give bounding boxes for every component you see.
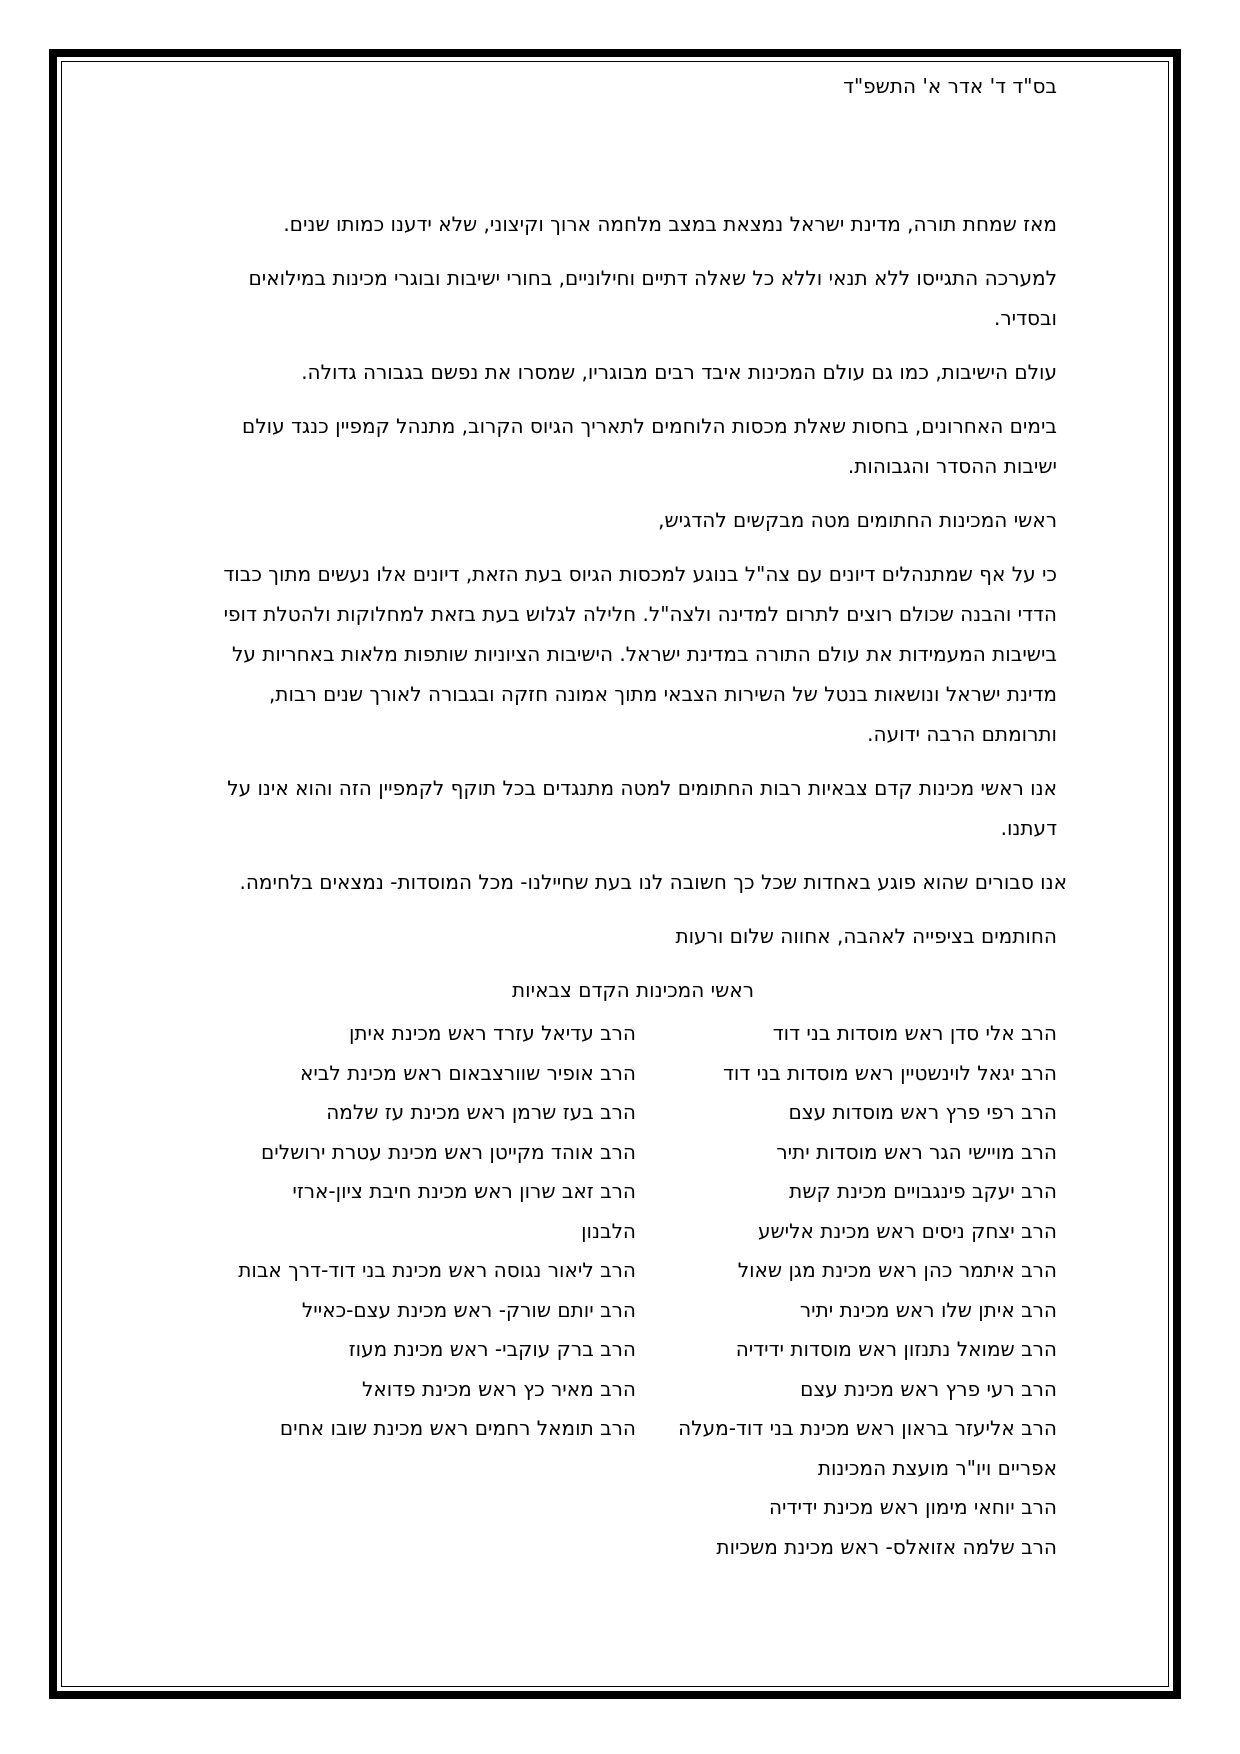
- paragraph-7: אנו ראשי מכינות קדם צבאיות רבות החתומים למטה מתנגדים בכל תוקף לקמפיין הזה והוא אינו על דעתנו.: [227, 776, 1057, 840]
- signer: הרב שלמה אזואלס- ראש מכינת משכיות: [716, 1534, 1057, 1559]
- paragraph-3: עולם הישיבות, כמו גם עולם המכינות איבד רבים מבוגריו, שמסרו את נפשם בגבורה גדולה.: [301, 360, 1057, 384]
- signer: הרב רעי פרץ ראש מכינת עצם: [800, 1376, 1057, 1401]
- signer: הרב רפי פרץ ראש מוסדות עצם: [788, 1100, 1057, 1124]
- signatures-right-column: [647, 1014, 1057, 1567]
- letter: [189, 66, 1067, 1567]
- paragraph-5: ראשי המכינות החתומים מטה מבקשים להדגיש,: [658, 508, 1057, 532]
- paragraph-4: בימים האחרונים, בחסות שאלת מכסות הלוחמים לתאריך הגיוס הקרוב, מתנהל קמפיין כנגד עולם ישיבות ההסדר והגבוהות.: [242, 414, 1057, 478]
- closing-line: החותמים בציפייה לאהבה, אחווה שלום ורעות: [675, 924, 1057, 948]
- paragraph-8: אנו סבורים שהוא פוגע באחדות שכל כך חשובה לנו בעת שחיילנו- מכל המוסדות- נמצאים בלחימה.: [239, 870, 1067, 894]
- signer: הרב איתן שלו ראש מכינת יתיר: [799, 1297, 1057, 1322]
- signer: הרב ליאור נגוסה ראש מכינת בני דוד-דרך אבות: [238, 1258, 636, 1282]
- paragraph-6: כי על אף שמתנהלים דיונים עם צה"ל בנוגע למכסות הגיוס בעת הזאת, דיונים אלו נעשים מתוך כבוד הדדי והבנה שכולם רוצים לתרום למדינה ולצה"ל. חלילה לגלוש בעת בזאת למחלוקות ולהטלת דופי בישיבות המעמידות את עולם התורה במדינת ישראל. הישיבות הציוניות שותפות מלאות באחריות על מדינת ישראל ונושאות בנטל של השירות הצבאי מתוך אמונה חזקה ובגבורה לאורך שנים רבות, ותרומתם הרבה ידועה.: [223, 562, 1057, 746]
- signer: הרב יעקב פינגבויים מכינת קשת: [789, 1179, 1057, 1203]
- signer: הרב איתמר כהן ראש מכינת מגן שאול: [737, 1258, 1057, 1282]
- signer: הרב יותם שורק- ראש מכינת עצם-כאייל: [301, 1297, 636, 1322]
- signer: הרב תומאל רחמים ראש מכינת שובו אחים: [279, 1416, 636, 1440]
- signer: הרב עדיאל עזרד ראש מכינת איתן: [348, 1021, 636, 1045]
- signer: הרב ברק עוקבי- ראש מכינת מעוז: [348, 1337, 636, 1361]
- signer: הרב יגאל לוינשטיין ראש מוסדות בני דוד: [722, 1060, 1057, 1085]
- signer: הרב שמואל נתנזון ראש מוסדות ידידיה: [735, 1337, 1057, 1361]
- signatures-list: [189, 1014, 1057, 1567]
- signer: הרב אופיר שוורצבאום ראש מכינת לביא: [299, 1060, 636, 1085]
- signer: הרב אוהד מקייטן ראש מכינת עטרת ירושלים: [260, 1139, 636, 1164]
- signer: הרב אליעזר בראון ראש מכינת בני דוד-מעלה אפריים ויו"ר מועצת המכינות: [678, 1416, 1057, 1480]
- signer: הרב יוחאי מימון ראש מכינת ידידיה: [768, 1495, 1057, 1519]
- signatures-left-column: [236, 1014, 636, 1567]
- signer: הרב מויישי הגר ראש מוסדות יתיר: [776, 1139, 1057, 1164]
- paragraph-2: למערכה התגייסו ללא תנאי וללא כל שאלה דתיים וחילוניים, בחורי ישיבות ובוגרי מכינות במילואים ובסדיר.: [248, 266, 1057, 330]
- signer: הרב זאב שרון ראש מכינת חיבת ציון-ארזי הלבנון: [292, 1179, 636, 1243]
- signer: הרב מאיר כץ ראש מכינת פדואל: [362, 1376, 636, 1401]
- date-line: בס"ד ד' אדר א' התשפ"ד: [843, 74, 1057, 98]
- paragraph-1: מאז שמחת תורה, מדינת ישראל נמצאת במצב מלחמה ארוך וקיצוני, שלא ידענו כמותו שנים.: [283, 212, 1057, 236]
- signatures-title: ראשי המכינות הקדם צבאיות: [512, 978, 754, 1002]
- signer: הרב בעז שרמן ראש מכינת עז שלמה: [326, 1100, 636, 1124]
- signer: הרב יצחק ניסים ראש מכינת אלישע: [757, 1218, 1057, 1243]
- signer: הרב אלי סדן ראש מוסדות בני דוד: [772, 1021, 1057, 1045]
